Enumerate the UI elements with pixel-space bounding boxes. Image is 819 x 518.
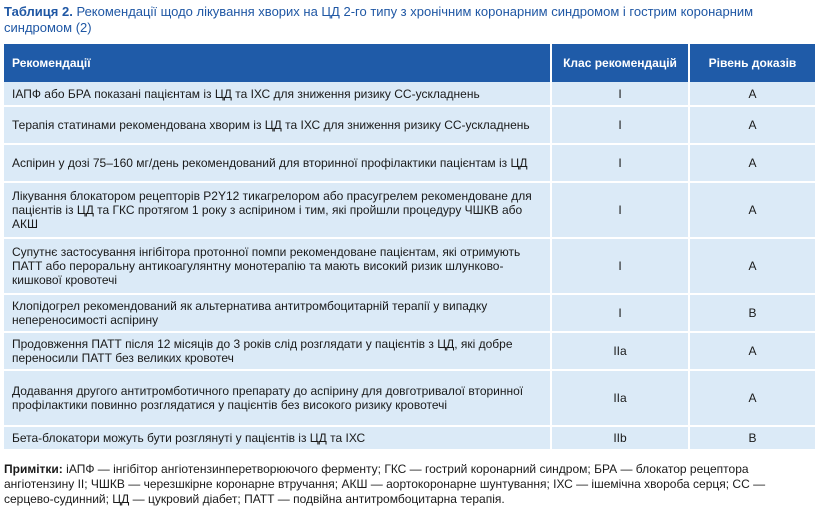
level-cell: A — [689, 370, 815, 426]
table-title — [4, 4, 814, 36]
table-row — [4, 294, 815, 332]
class-cell: I — [551, 82, 689, 106]
table-row — [4, 238, 815, 294]
table-row — [4, 426, 815, 450]
table-notes — [4, 462, 815, 507]
class-cell: IIa — [551, 370, 689, 426]
level-cell: B — [689, 426, 815, 450]
notes-label: Примітки: — [4, 462, 63, 476]
class-cell: I — [551, 144, 689, 182]
recommendations-table — [4, 44, 815, 451]
class-cell: I — [551, 294, 689, 332]
table-row — [4, 182, 815, 238]
table-row — [4, 332, 815, 370]
header-level: Рівень доказів — [689, 44, 815, 82]
class-cell: I — [551, 182, 689, 238]
table-title-label: Таблиця 2. — [4, 4, 73, 19]
class-cell: I — [551, 238, 689, 294]
recommendation-cell: ІАПФ або БРА показані пацієнтам із ЦД та ІХС для зниження ризику СС-ускладнень — [4, 82, 551, 106]
header-recommendations: Рекомендації — [4, 44, 551, 82]
table-header-row — [4, 44, 815, 82]
level-cell: A — [689, 238, 815, 294]
class-cell: I — [551, 106, 689, 144]
recommendation-cell: Клопідогрел рекомендований як альтернатива антитромбоцитарній терапії у випадку непереносимості аспірину — [4, 294, 551, 332]
level-cell: A — [689, 106, 815, 144]
class-cell: IIa — [551, 332, 689, 370]
recommendation-cell: Бета-блокатори можуть бути розглянуті у пацієнтів із ЦД та ІХС — [4, 426, 551, 450]
level-cell: B — [689, 294, 815, 332]
notes-text: іАПФ — інгібітор ангіотензинперетворюючого ферменту; ГКС — гострий коронарний синдром; БРА — блокатор рецептора ангіотензину II; ЧШКВ — черезшкірне коронарне втручання; АКШ — аортокоронарне шунтування; ІХС — ішемічна хвороба серця; СС — серцево-судинний; ЦД — цукровий діабет; ПАТТ — подвійна антитромбоцитарна терапія. — [4, 462, 766, 506]
class-cell: IIb — [551, 426, 689, 450]
level-cell: A — [689, 182, 815, 238]
header-class: Клас рекомендацій — [551, 44, 689, 82]
level-cell: A — [689, 332, 815, 370]
recommendation-cell: Аспірин у дозі 75–160 мг/день рекомендований для вторинної профілактики пацієнтам із ЦД — [4, 144, 551, 182]
recommendation-cell: Супутнє застосування інгібітора протонної помпи рекомендоване пацієнтам, які отримують ПАТТ або пероральну антикоагулянтну монотерапію та мають високий ризик шлунково-кишкової кровотечі — [4, 238, 551, 294]
recommendation-cell: Терапія статинами рекомендована хворим із ЦД та ІХС для зниження ризику СС-ускладнень — [4, 106, 551, 144]
table-row — [4, 144, 815, 182]
table-title-text: Рекомендації щодо лікування хворих на ЦД 2-го типу з хронічним коронарним синдромом і гострим коронарним синдромом (2) — [4, 4, 754, 35]
table-row — [4, 82, 815, 106]
level-cell: A — [689, 144, 815, 182]
recommendation-cell: Продовження ПАТТ після 12 місяців до 3 років слід розглядати у пацієнтів з ЦД, які добре переносили ПАТТ без великих кровотеч — [4, 332, 551, 370]
recommendation-cell: Лікування блокатором рецепторів P2Y12 тикагрелором або прасугрелем рекомендоване для пацієнтів із ЦД та ГКС протягом 1 року з аспірином і тим, які пройшли процедуру ЧШКВ або АКШ — [4, 182, 551, 238]
recommendation-cell: Додавання другого антитромботичного препарату до аспірину для довготривалої вторинної профілактики повинно розглядатися у пацієнтів без високого ризику кровотечі — [4, 370, 551, 426]
table-row — [4, 106, 815, 144]
level-cell: A — [689, 82, 815, 106]
table-row — [4, 370, 815, 426]
